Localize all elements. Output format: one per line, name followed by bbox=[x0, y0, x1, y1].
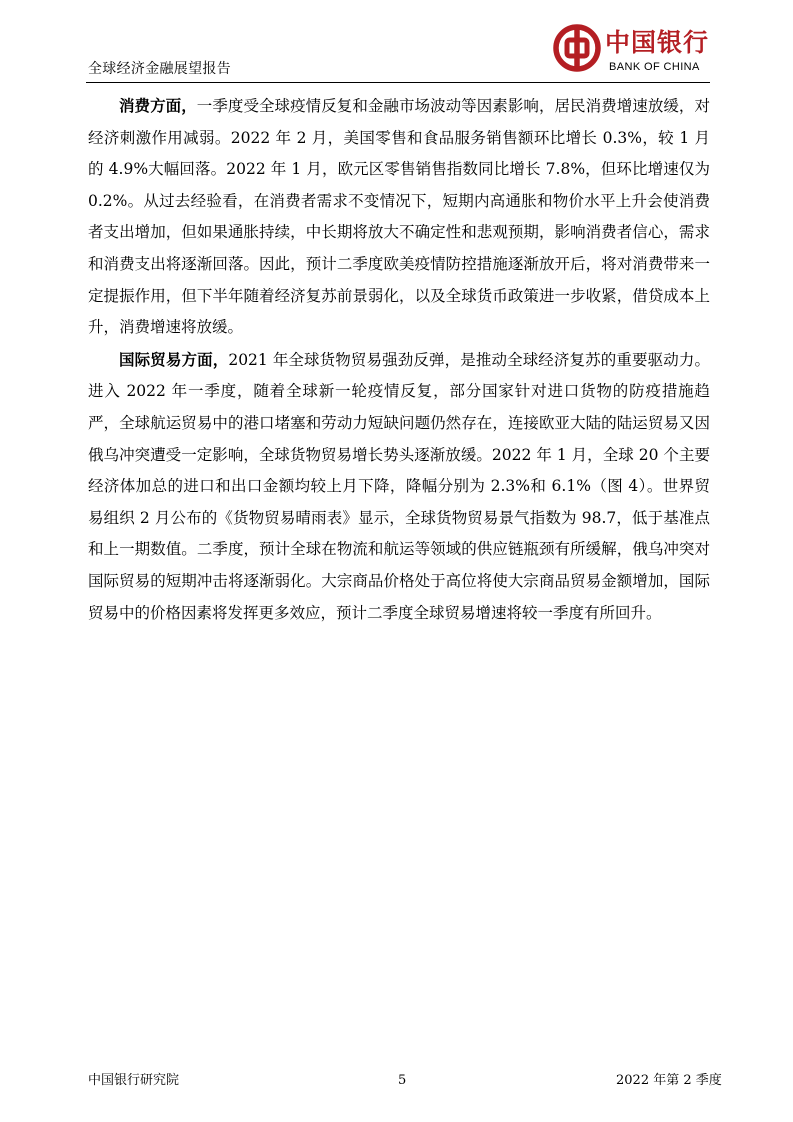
logo-english-name: BANK OF CHINA bbox=[609, 61, 700, 73]
logo-chinese-name: 中国银行 bbox=[605, 28, 710, 57]
header-divider bbox=[86, 82, 710, 83]
paragraph-trade bbox=[88, 344, 710, 629]
page-number: 5 bbox=[398, 1073, 407, 1088]
paragraph-text-trade: 2021 年全球货物贸易强劲反弹，是推动全球经济复苏的重要驱动力。进入 2022 年一季度，随着全球新一轮疫情反复，部分国家针对进口货物的防疫措施趋严，全球航运贸易中的港口堵塞和劳动力短缺问题仍然存在，连接欧亚大陆的陆运贸易又因俄乌冲突遭受一定影响，全球货物贸易增长势头逐渐放缓。2022 年 1 月，全球 20 个主要经济体加总的进口和出口金额均较上月下降，降幅分别为 2.3%和 6.1%（图 4）。世界贸易组织 2 月公布的《货物贸易晴雨表》显示，全球货物贸易景气指数为 98.7，低于基准点和上一期数值。二季度，预计全球在物流和航运等领域的供应链瓶颈有所缓解，俄乌冲突对国际贸易的短期冲击将逐渐弱化。大宗商品价格处于高位将使大宗商品贸易金额增加，国际贸易中的价格因素将发挥更多效应，预计二季度全球贸易增速将较一季度有所回升。 bbox=[88, 350, 710, 622]
bank-logo bbox=[553, 24, 713, 82]
footer-institute: 中国银行研究院 bbox=[88, 1073, 180, 1088]
footer-period: 2022 年第 2 季度 bbox=[616, 1073, 722, 1088]
report-body bbox=[88, 90, 710, 629]
paragraph-lead-trade: 国际贸易方面， bbox=[119, 349, 229, 369]
bank-of-china-emblem-icon bbox=[553, 24, 601, 72]
paragraph-lead-consumption: 消费方面， bbox=[119, 96, 197, 115]
paragraph-consumption bbox=[88, 90, 710, 344]
paragraph-text-consumption: 一季度受全球疫情反复和金融市场波动等因素影响，居民消费增速放缓，对经济刺激作用减弱。2022 年 2 月，美国零售和食品服务销售额环比增长 0.3%，较 1 月的 4.9%大幅回落。2022 年 1 月，欧元区零售销售指数同比增长 7.8%，但环比增速仅为 0.2%。从过去经验看，在消费者需求不变情况下，短期内高通胀和物价水平上升会使消费者支出增加，但如果通胀持续，中长期将放大不确定性和悲观预期，影响消费者信心，需求和消费支出将逐渐回落。因此，预计二季度欧美疫情防控措施逐渐放开后，将对消费带来一定提振作用，但下半年随着经济复苏前景弱化，以及全球货币政策进一步收紧，借贷成本上升，消费增速将放缓。 bbox=[88, 97, 710, 337]
report-title: 全球经济金融展望报告 bbox=[88, 61, 231, 77]
